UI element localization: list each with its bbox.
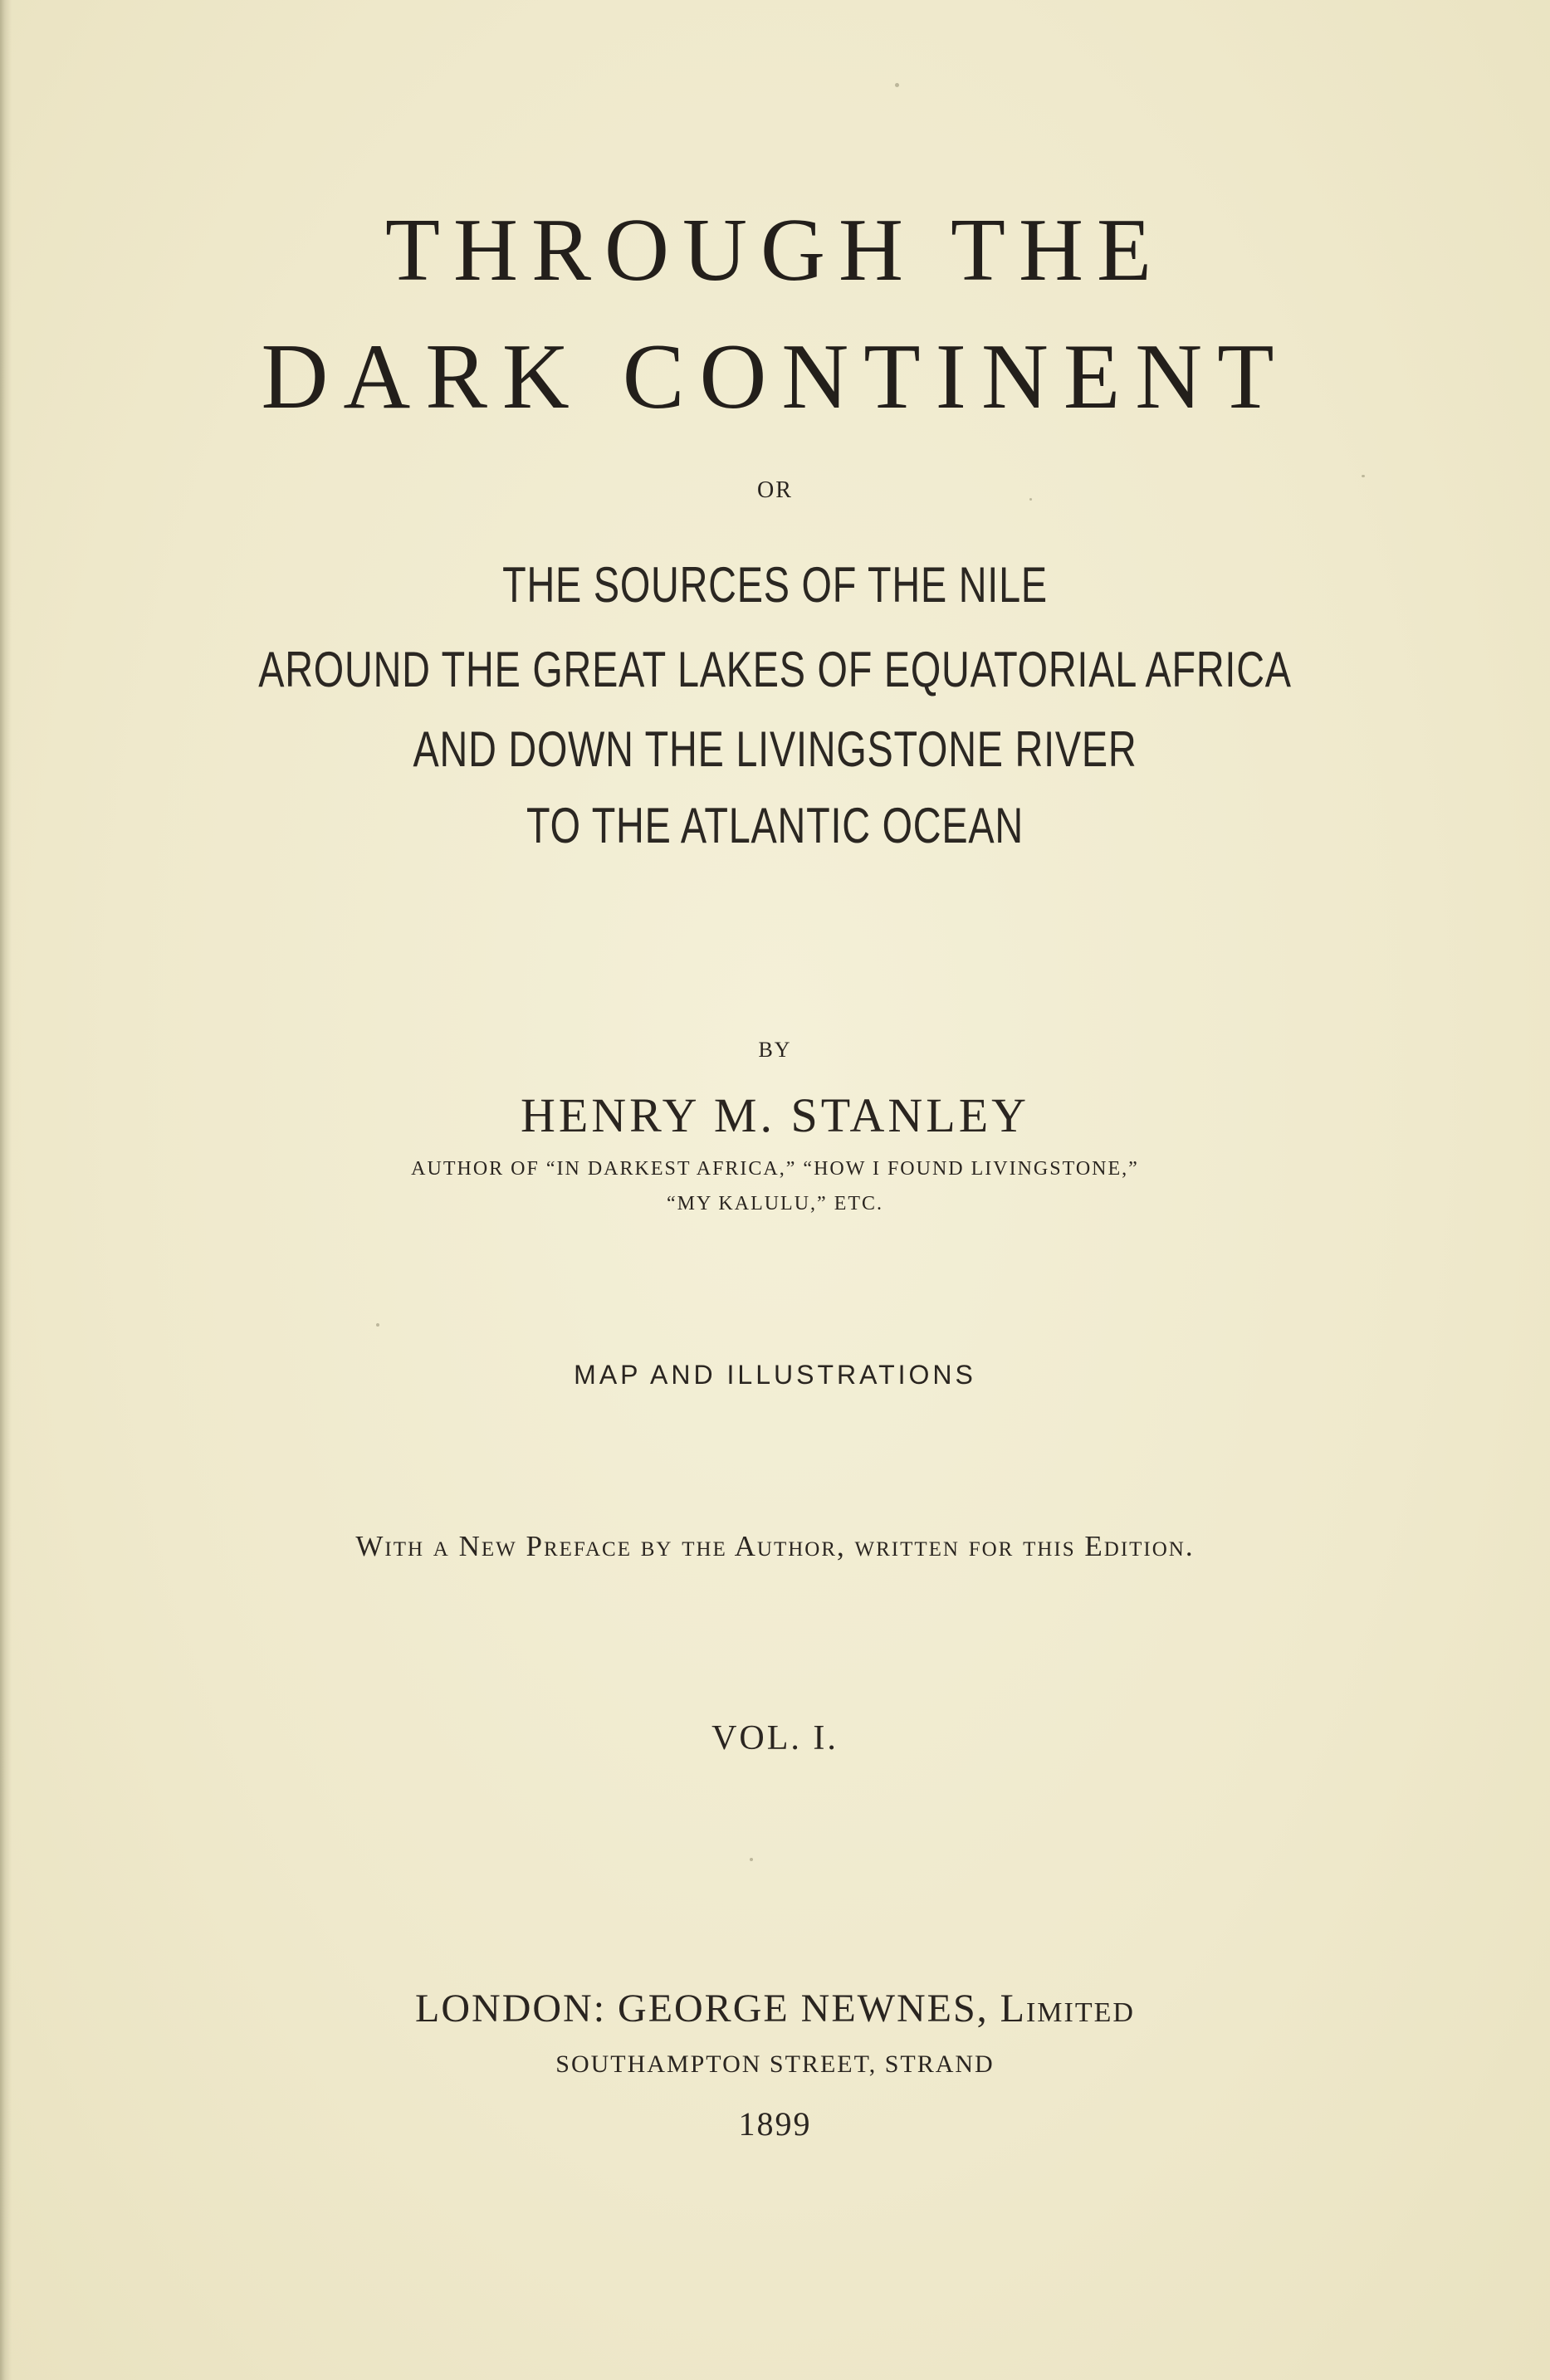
author-credits-line-1: AUTHOR OF “IN DARKEST AFRICA,” “HOW I FOUND LIVINGSTONE,” (411, 1158, 1139, 1180)
or-text: OR (757, 477, 793, 503)
publisher-name: LONDON: GEORGE NEWNES, (415, 1987, 989, 2031)
paper-speck (750, 1858, 753, 1861)
author-credits-line-2: “MY KALULU,” ETC. (666, 1193, 884, 1214)
paper-speck (1362, 475, 1365, 477)
author-name: HENRY M. STANLEY (520, 1088, 1030, 1142)
illustrations-note: MAP AND ILLUSTRATIONS (574, 1360, 976, 1390)
preface-note: With a New Preface by the Author, written for this Edition. (355, 1530, 1195, 1562)
title-line-2: DARK CONTINENT (261, 325, 1289, 428)
paper-speck (376, 1323, 379, 1327)
publisher-address: SOUTHAMPTON STREET, STRAND (555, 2050, 995, 2078)
publisher-suffix: Limited (1000, 1987, 1135, 2031)
by-text: BY (758, 1038, 792, 1062)
volume-label: VOL. I. (711, 1719, 839, 1757)
publisher-line (0, 1986, 1550, 2031)
subtitle-line-1: THE SOURCES OF THE NILE (502, 557, 1048, 613)
title-line-1: THROUGH THE (385, 201, 1165, 300)
paper-speck (895, 83, 899, 87)
publication-year: 1899 (738, 2105, 812, 2143)
paper-speck (1029, 498, 1032, 501)
subtitle-line-4: TO THE ATLANTIC OCEAN (526, 798, 1024, 853)
subtitle-line-2: AROUND THE GREAT LAKES OF EQUATORIAL AFRICA (258, 642, 1292, 697)
subtitle-line-3: AND DOWN THE LIVINGSTONE RIVER (413, 721, 1137, 777)
